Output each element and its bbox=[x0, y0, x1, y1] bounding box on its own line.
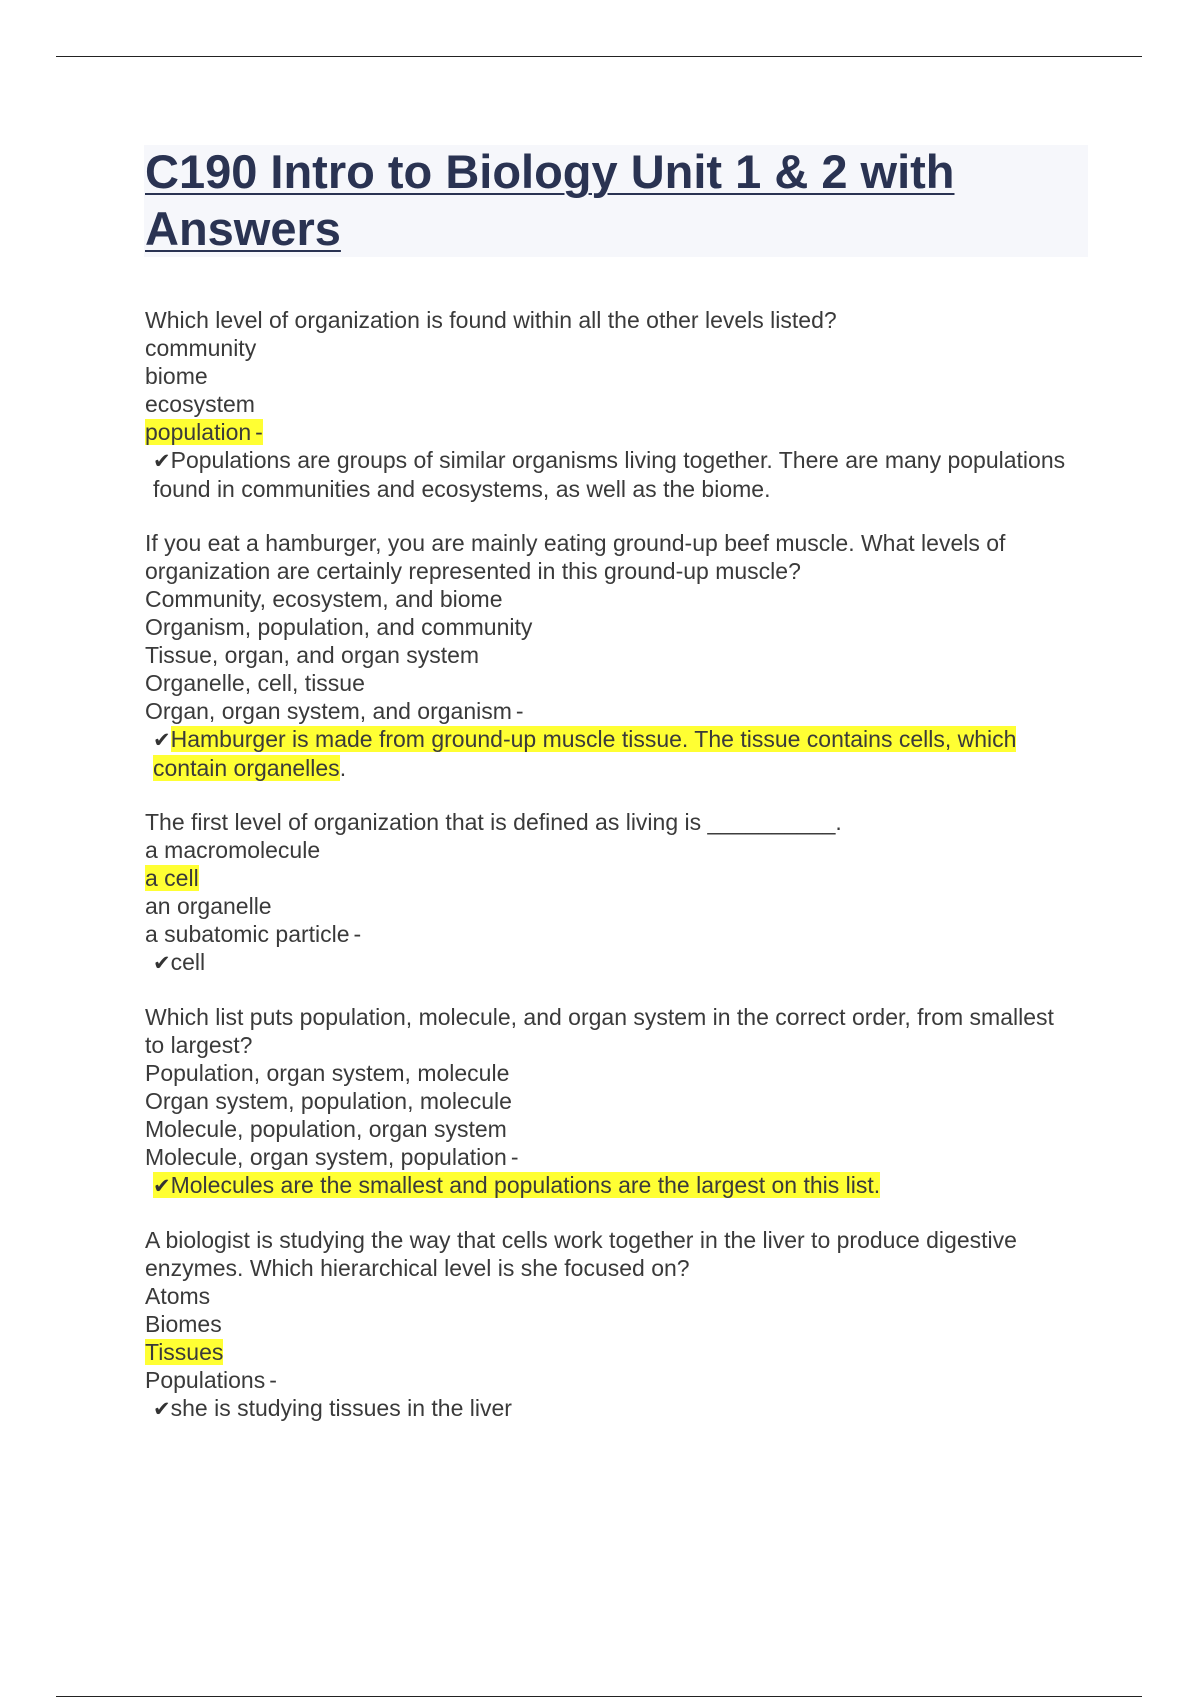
option: Molecule, population, organ system bbox=[145, 1116, 507, 1142]
option: Atoms bbox=[145, 1283, 211, 1309]
option: a macromolecule bbox=[145, 837, 321, 863]
check-icon: ✔ bbox=[153, 449, 171, 473]
option: Biomes bbox=[145, 1311, 222, 1337]
answer-explanation: ✔Populations are groups of similar organisms living together. There are many populations found in communities and ecosystems, as well as the biome. bbox=[153, 447, 1066, 502]
qa-item-4 bbox=[145, 1003, 1075, 1200]
highlighted-explanation: Hamburger is made from ground-up muscle tissue. The tissue contains cells, which contain organelles bbox=[153, 726, 1017, 781]
option: Organ system, population, molecule bbox=[145, 1088, 512, 1114]
option: ecosystem bbox=[145, 391, 255, 417]
option: an organelle bbox=[145, 893, 272, 919]
option: Tissue, organ, and organ system bbox=[145, 642, 480, 668]
check-icon: ✔ bbox=[153, 728, 171, 752]
question-text: The first level of organization that is defined as living is __________. bbox=[145, 809, 842, 835]
last-option: Organ, organ system, and organism - bbox=[145, 698, 524, 724]
check-icon: ✔ bbox=[153, 951, 171, 975]
question-text: If you eat a hamburger, you are mainly eating ground-up beef muscle. What levels of organization are certainly represented in this ground-up muscle? bbox=[145, 530, 1006, 584]
option: Organelle, cell, tissue bbox=[145, 670, 365, 696]
highlighted-explanation: ✔Molecules are the smallest and populations are the largest on this list. bbox=[153, 1172, 881, 1198]
option: biome bbox=[145, 363, 208, 389]
option: Community, ecosystem, and biome bbox=[145, 586, 503, 612]
highlighted-option: a cell bbox=[145, 865, 199, 891]
qa-list bbox=[145, 306, 1075, 1449]
highlighted-answer: population - bbox=[145, 419, 263, 445]
document-title: C190 Intro to Biology Unit 1 & 2 with Answers bbox=[145, 145, 955, 255]
option: Organism, population, and community bbox=[145, 614, 533, 640]
answer-explanation bbox=[145, 1171, 1075, 1200]
last-option: a subatomic particle - bbox=[145, 921, 362, 947]
qa-item-1 bbox=[145, 306, 1075, 503]
question-text: A biologist is studying the way that cells work together in the liver to produce digestive enzymes. Which hierarchical level is she focused on? bbox=[145, 1227, 1017, 1281]
qa-item-2 bbox=[145, 529, 1075, 782]
answer-explanation: ✔cell bbox=[153, 949, 206, 975]
last-option: Molecule, organ system, population - bbox=[145, 1144, 519, 1170]
last-option bbox=[145, 418, 1075, 446]
option: Population, organ system, molecule bbox=[145, 1060, 510, 1086]
answer-explanation: ✔she is studying tissues in the liver bbox=[153, 1395, 512, 1421]
question-text: Which level of organization is found within all the other levels listed? bbox=[145, 307, 837, 333]
check-icon: ✔ bbox=[153, 1174, 171, 1198]
qa-item-3 bbox=[145, 808, 1075, 977]
qa-item-5 bbox=[145, 1226, 1075, 1423]
option: community bbox=[145, 335, 257, 361]
last-option: Populations - bbox=[145, 1367, 277, 1393]
check-icon: ✔ bbox=[153, 1397, 171, 1421]
question-text: Which list puts population, molecule, and organ system in the correct order, from smallest to largest? bbox=[145, 1004, 1054, 1058]
top-rule bbox=[56, 56, 1142, 57]
bottom-rule bbox=[56, 1696, 1142, 1697]
answer-explanation: ✔Hamburger is made from ground-up muscle tissue. The tissue contains cells, which contain organelles. bbox=[153, 726, 1017, 781]
highlighted-option: Tissues bbox=[145, 1339, 224, 1365]
